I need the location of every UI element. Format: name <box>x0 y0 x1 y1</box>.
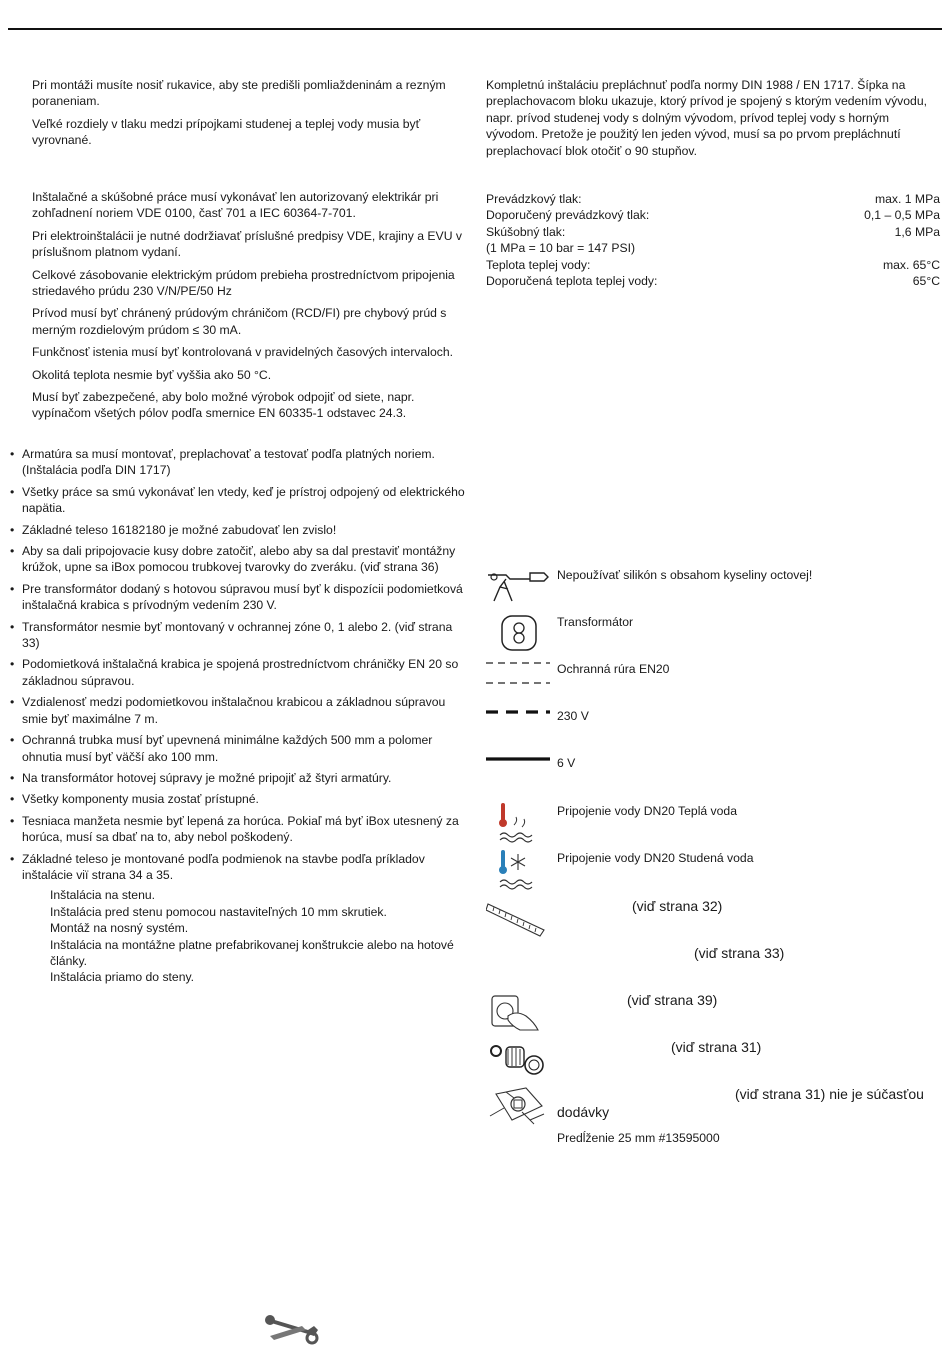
spec-value: 1,6 MPa <box>894 224 940 239</box>
top-rule <box>8 28 942 30</box>
extension-text: Predĺženie 25 mm #13595000 <box>557 1131 720 1145</box>
electrical-text: Pri elektroinštalácii je nutné dodržiavať príslušné predpisy VDE, krajiny a EVU v príslušnom platnom vydaní. <box>32 228 462 260</box>
electrical-text: Prívod musí byť chránený prúdovým chráničom (RCD/FI) pre chybový prúd s merným rozdielovým prúdom ≤ 30 mA. <box>32 306 447 337</box>
mounting-option: Inštalácia priamo do steny. <box>50 970 195 985</box>
electrical-section <box>32 189 466 428</box>
list-item: • Tesniaca manžeta nesmie byť lepená za horúca. Pokiaľ má byť iBox utesnený za horúca, musí sa dbať na to, aby nebol poškodený. <box>10 813 466 846</box>
230v-text: 230 V <box>557 709 589 723</box>
spec-value: 65°C <box>912 274 940 289</box>
hot-water-text: Pripojenie vody DN20 Teplá voda <box>557 804 737 818</box>
installation-notes-list <box>10 446 466 991</box>
spec-row <box>486 257 940 273</box>
spec-label: Doporučený prevádzkový tlak: <box>486 208 650 223</box>
list-item: • Transformátor nesmie byť montovaný v ochrannej zóne 0, 1 alebo 2. (viď strana 33) <box>10 619 466 652</box>
6v-text: 6 V <box>557 756 576 770</box>
list-item: • Vzdialenosť medzi podomietkovou inštalačnou krabicou a základnou súpravou smie byť maximálne 7 m. <box>10 694 466 727</box>
electrical-text: Okolitá teplota nesmie byť vyššia ako 50 °C. <box>32 367 272 382</box>
safety-section <box>32 77 466 155</box>
pressure-text: Veľké rozdiely v tlaku medzi prípojkami studenej a teplej vody musia byť vyrovnané. <box>32 116 421 148</box>
page-ref-39: (viď strana 39) <box>627 992 718 1008</box>
list-item: • Ochranná trubka musí byť upevnená minimálne každých 500 mm a polomer ohnutia musí byť väčší ako 100 mm. <box>10 732 466 765</box>
legend-ref-33 <box>486 945 940 985</box>
list-item: • Všetky práce sa smú vykonávať len vtedy, keď je prístroj odpojený od elektrického napätia. <box>10 484 466 517</box>
electrical-text: Funkčnosť istenia musí byť kontrolovaná v pravidelných časových intervaloch. <box>32 345 454 360</box>
list-item: • Podomietková inštalačná krabica je spojená prostredníctvom chráničky EN 20 so základnou súpravou. <box>10 656 466 689</box>
gloves-text: Pri montáži musíte nosiť rukavice, aby ste predišli pomliaždeninám a rezným poraneniam. <box>32 78 446 109</box>
legend-transformer <box>486 614 940 654</box>
silicone-gun-icon <box>486 567 550 607</box>
tools-icon <box>262 1308 322 1348</box>
legend-ruler <box>486 898 940 938</box>
flushing-text: Kompletnú inštaláciu prepláchnuť podľa normy DIN 1988 / EN 1717. Šípka na preplachovacom bloku ukazuje, ktorý prívod je spojený s ktorým vedením vývodu, napr. prívod studenej vody s dolným vývodom, prívod teplej vody s horným vývodom. Pretože je použitý len jeden vývod, musí sa po prvom prepláchnutí preplachovací blok otočiť o 90 stupňov. <box>486 78 927 158</box>
spec-row <box>486 224 940 240</box>
legend-conduit <box>486 661 940 701</box>
cold-water-icon <box>486 850 550 890</box>
spec-value: max. 1 MPa <box>874 192 940 206</box>
legend-hand <box>486 992 940 1032</box>
electrical-text: Inštalačné a skúšobné práce musí vykonávať len autorizovaný elektrikár pri zohľadnení noriem VDE 0100, časť 701 a IEC 60364-7-701. <box>32 190 439 221</box>
extension-assembly-icon <box>486 1086 550 1126</box>
hand-tool-icon <box>486 992 550 1032</box>
list-item: • Všetky komponenty musia zostať prístupné. <box>10 791 466 807</box>
list-item: • Základné teleso 16182180 je možné zabudovať len zvislo! <box>10 522 466 538</box>
mounting-option: Inštalácia pred stenu pomocou nastaviteľných 10 mm skrutiek. <box>50 904 387 919</box>
delivery-text: dodávky <box>557 1104 610 1120</box>
6v-line-icon <box>486 755 550 795</box>
page-ref-31: (viď strana 31) <box>671 1039 762 1055</box>
legend-parts <box>486 1039 940 1079</box>
electrical-text: Musí byť zabezpečené, aby bolo možné výrobok odpojiť od siete, napr. vypínačom všetých pólov podľa smernice EN 60335-1 odstavec 24.3. <box>32 390 415 421</box>
spec-row <box>486 240 940 256</box>
hot-water-icon <box>486 803 550 843</box>
spec-label: Teplota teplej vody: <box>486 257 591 272</box>
spec-value: 0,1 – 0,5 MPa <box>864 208 940 223</box>
mounting-option: Inštalácia na montážne platne prefabrikovanej konštrukcie alebo na hotové články. <box>50 937 454 968</box>
spec-table <box>486 191 940 289</box>
legend-6v <box>486 755 940 795</box>
list-item: • Na transformátor hotovej súpravy je možné pripojiť až štyri armatúry. <box>10 770 466 786</box>
legend-cold-water <box>486 850 940 890</box>
spec-label: Skúšobný tlak: <box>486 224 566 239</box>
spec-label: Prevádzkový tlak: <box>486 192 582 206</box>
mounting-option: Montáž na nosný systém. <box>50 921 189 936</box>
transformer-icon <box>486 614 550 654</box>
mounting-options-list <box>50 887 466 985</box>
conduit-text: Ochranná rúra EN20 <box>557 662 670 676</box>
legend-hot-water <box>486 803 940 843</box>
spec-row <box>486 191 940 207</box>
cold-water-text: Pripojenie vody DN20 Studená voda <box>557 851 754 865</box>
legend-230v <box>486 708 940 748</box>
spec-label: (1 MPa = 10 bar = 147 PSI) <box>486 241 636 256</box>
list-item-text: Základné teleso je montované podľa podmienok na stavbe podľa príkladov inštalácie viï strana 34 a 35. <box>22 851 425 882</box>
list-item-with-sublist <box>10 851 466 986</box>
ruler-icon <box>486 898 550 938</box>
transformer-text: Transformátor <box>557 615 634 629</box>
list-item: • Pre transformátor dodaný s hotovou súpravou musí byť k dispozícii podomietková inštalačná krabica s prívodným vedením 230 V. <box>10 581 466 614</box>
spec-row <box>486 273 940 289</box>
fitting-parts-icon <box>486 1039 550 1079</box>
legend-extension <box>486 1086 940 1152</box>
electrical-text: Celkové zásobovanie elektrickým prúdom prebieha prostredníctvom pripojenia striedavého prúdu 230 V/N/PE/50 Hz <box>32 267 455 299</box>
spec-value: max. 65°C <box>882 257 940 272</box>
spec-label: Doporučená teplota teplej vody: <box>486 274 658 289</box>
list-item: • Armatúra sa musí montovať, preplachovať a testovať podľa platných noriem. (Inštalácia podľa DIN 1717) <box>10 446 466 479</box>
spec-row <box>486 207 940 223</box>
conduit-line-icon <box>486 661 550 701</box>
mounting-option: Inštalácia na stenu. <box>50 888 156 903</box>
page-ref-32: (viď strana 32) <box>632 898 723 914</box>
legend-silicone <box>486 567 940 607</box>
page-ref-31-extension: (viď strana 31) nie je súčasťou <box>735 1086 924 1102</box>
silicone-text: Nepoužívať silikón s obsahom kyseliny octovej! <box>557 568 813 582</box>
230v-line-icon <box>486 708 550 748</box>
list-item: • Aby sa dali pripojovacie kusy dobre zatočiť, alebo aby sa dal prestaviť montážny krúžok, upne sa iBox pomocou trubkovej tvarovky do zveráku. (viď strana 36) <box>10 543 466 576</box>
page-ref-33: (viď strana 33) <box>694 945 785 961</box>
